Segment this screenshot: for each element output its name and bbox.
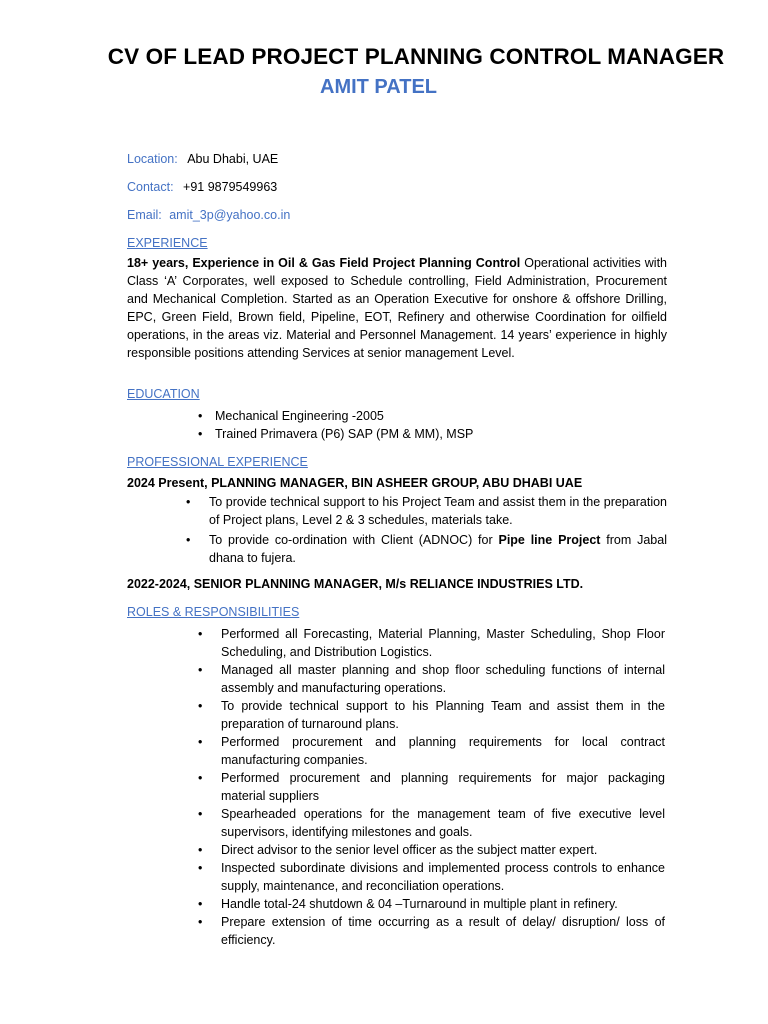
location-value: Abu Dhabi, UAE xyxy=(187,152,279,166)
role-item: Performed procurement and planning requirements for major packaging material suppliers xyxy=(221,771,665,803)
education-heading: EDUCATION xyxy=(127,387,200,401)
bullet-icon: • xyxy=(198,771,203,785)
role-item: Prepare extension of time occurring as a result of delay/ disruption/ loss of efficiency. xyxy=(221,915,665,947)
experience-text: Operational activities with Class ‘A’ Corporates, well exposed to Schedule controlling, Field Administration, Procurement and Mechanical Completion. Started as an Operation Executive for onshore & offshore Drilling, EPC, Green Field, Brown field, Pipeline, EOT, Refinery and otherwise Coordination for oilfield operations, in the areas viz. Material and Personnel Management. 14 years’ experience in highly responsible positions attending Services at senior management Level. xyxy=(127,256,667,360)
professional-heading: PROFESSIONAL EXPERIENCE xyxy=(127,455,308,469)
roles-heading: ROLES & RESPONSIBILITIES xyxy=(127,605,300,619)
list-item xyxy=(198,733,665,769)
list-item xyxy=(198,425,668,443)
role-item: Performed procurement and planning requirements for local contract manufacturing companies. xyxy=(221,735,665,767)
list-item xyxy=(198,841,665,859)
contact-label: Contact: xyxy=(127,180,174,194)
education-item: Mechanical Engineering -2005 xyxy=(215,409,384,423)
list-item xyxy=(198,407,668,425)
contact-value: +91 9879549963 xyxy=(183,180,278,194)
education-item: Trained Primavera (P6) SAP (PM & MM), MSP xyxy=(215,427,474,441)
list-item xyxy=(198,805,665,841)
list-item xyxy=(198,859,665,895)
role-item: To provide technical support to his Planning Team and assist them in the preparation of turnaround plans. xyxy=(221,699,665,731)
list-item xyxy=(198,913,665,949)
role-item: Inspected subordinate divisions and implemented process controls to enhance supply, maintenance, and reconciliation operations. xyxy=(221,861,665,893)
bullet-icon: • xyxy=(198,807,203,821)
bullet-icon: • xyxy=(198,735,203,749)
role-item: Handle total-24 shutdown & 04 –Turnaround in multiple plant in refinery. xyxy=(221,897,618,911)
list-item xyxy=(198,895,665,913)
experience-paragraph xyxy=(127,254,667,362)
job1-list xyxy=(186,493,667,567)
list-item xyxy=(186,493,667,529)
list-item xyxy=(198,661,665,697)
bullet-icon: • xyxy=(198,663,203,677)
list-item xyxy=(186,531,667,567)
role-item: Spearheaded operations for the management team of five executive level supervisors, identifying milestones and goals. xyxy=(221,807,665,839)
roles-list xyxy=(198,625,665,949)
email-label: Email: xyxy=(127,208,162,222)
bullet-icon: • xyxy=(186,533,191,547)
experience-heading: EXPERIENCE xyxy=(127,236,208,250)
bullet-icon: • xyxy=(198,843,203,857)
bullet-icon: • xyxy=(198,409,203,423)
list-item xyxy=(198,625,665,661)
list-item xyxy=(198,697,665,733)
location-label: Location: xyxy=(127,152,178,166)
role-item: Performed all Forecasting, Material Planning, Master Scheduling, Shop Floor Scheduling, and Distribution Logistics. xyxy=(221,627,665,659)
job1-item: To provide technical support to his Project Team and assist them in the preparation of Project plans, Level 2 & 3 schedules, materials take. xyxy=(209,495,667,527)
bullet-icon: • xyxy=(198,699,203,713)
experience-lead: 18+ years, Experience in Oil & Gas Field Project Planning Control xyxy=(127,256,521,270)
role-item: Direct advisor to the senior level officer as the subject matter expert. xyxy=(221,843,598,857)
contact-line xyxy=(127,180,277,194)
document-title: CV OF LEAD PROJECT PLANNING CONTROL MANAGER xyxy=(107,44,725,69)
role-item: Managed all master planning and shop floor scheduling functions of internal assembly and manufacturing operations. xyxy=(221,663,665,695)
job1-item-pre: To provide co-ordination with Client (ADNOC) for xyxy=(209,533,499,547)
job1-item-bold: Pipe line Project xyxy=(498,533,601,547)
bullet-icon: • xyxy=(198,427,203,441)
email-value: amit_3p@yahoo.co.in xyxy=(169,208,291,222)
bullet-icon: • xyxy=(198,861,203,875)
list-item xyxy=(198,769,665,805)
bullet-icon: • xyxy=(198,627,203,641)
candidate-name: AMIT PATEL xyxy=(320,76,438,98)
job1-title: 2024 Present, PLANNING MANAGER, BIN ASHEER GROUP, ABU DHABI UAE xyxy=(127,476,583,490)
location-line xyxy=(127,152,278,166)
education-list xyxy=(198,407,668,443)
job1-item-post: from Jabal dhana to fujera. xyxy=(209,533,667,565)
job2-title: 2022-2024, SENIOR PLANNING MANAGER, M/s RELIANCE INDUSTRIES LTD. xyxy=(127,577,584,591)
bullet-icon: • xyxy=(186,495,191,509)
email-line xyxy=(127,208,290,222)
bullet-icon: • xyxy=(198,915,203,929)
bullet-icon: • xyxy=(198,897,203,911)
